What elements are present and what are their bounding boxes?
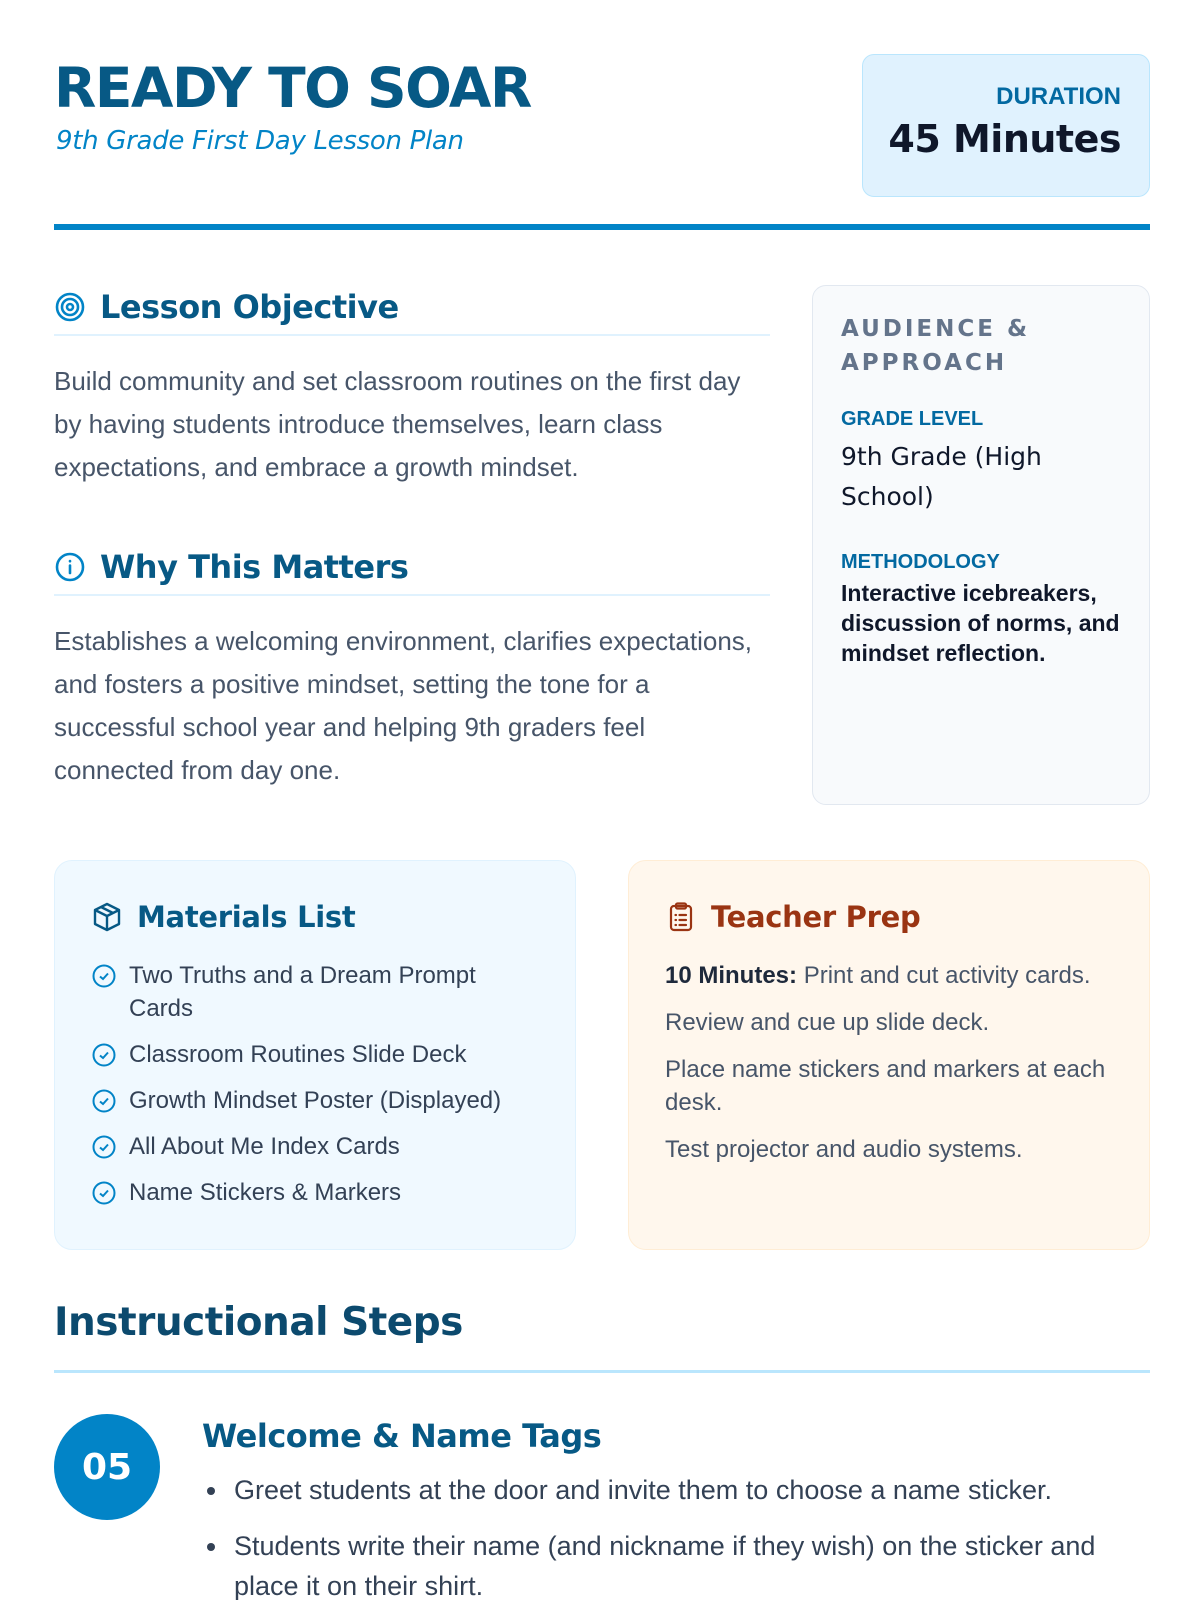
prep-item: Place name stickers and markers at each desk. (665, 1056, 1106, 1116)
list-item (91, 1130, 539, 1163)
step-bullet: Greet students at the door and invite them to choose a name sticker. (202, 1470, 1150, 1510)
package-icon (91, 901, 123, 933)
list-item (91, 1084, 539, 1117)
duration-label: DURATION (996, 83, 1121, 110)
prep-item-text: Print and cut activity cards. (803, 962, 1091, 989)
header-divider (54, 224, 1150, 230)
grade-level-label: GRADE LEVEL (841, 408, 984, 430)
objective-text: Build community and set classroom routines on the first day by having students introduce themselves, learn class expectations, and embrace a growth mindset. (54, 366, 741, 482)
check-circle-icon (91, 963, 117, 989)
section-title: Why This Matters (100, 548, 409, 586)
audience-approach-panel (812, 285, 1150, 805)
material-label: Name Stickers & Markers (129, 1179, 402, 1206)
prep-item: Test projector and audio systems. (665, 1136, 1023, 1163)
info-icon (54, 551, 86, 583)
material-label: All About Me Index Cards (129, 1133, 400, 1160)
card-header (91, 897, 539, 937)
steps-divider (54, 1370, 1150, 1373)
list-item (91, 1176, 539, 1209)
material-label: Classroom Routines Slide Deck (129, 1041, 467, 1068)
material-label: Two Truths and a Dream Prompt Cards (129, 962, 476, 1022)
step-content (202, 1414, 1150, 1600)
check-circle-icon (91, 1134, 117, 1160)
step-title: Welcome & Name Tags (202, 1417, 602, 1455)
card-title: Teacher Prep (711, 900, 921, 934)
instructional-steps-title: Instructional Steps (54, 1300, 463, 1345)
why-matters-section (54, 540, 770, 792)
page-title: READY TO SOAR (54, 56, 531, 120)
duration-value: 45 Minutes (888, 117, 1121, 161)
step-bullet: Students write their name (and nickname if they wish) on the sticker and place it on their shirt. (202, 1526, 1150, 1600)
why-matters-text: Establishes a welcoming environment, clarifies expectations, and fosters a positive mindset, setting the tone for a successful school year and helping 9th graders feel connected from day one. (54, 626, 753, 785)
check-circle-icon (91, 1088, 117, 1114)
page-subtitle: 9th Grade First Day Lesson Plan (56, 126, 464, 156)
card-title: Materials List (137, 900, 356, 934)
grade-level-value: 9th Grade (High School) (841, 442, 1042, 511)
step-number-badge: 05 (54, 1414, 160, 1520)
prep-item (665, 959, 1113, 992)
material-label: Growth Mindset Poster (Displayed) (129, 1087, 502, 1114)
lesson-objective-section (54, 280, 770, 489)
target-icon (54, 291, 86, 323)
panel-title: AUDIENCE & APPROACH (841, 316, 1031, 376)
step-bullets (202, 1470, 1150, 1600)
methodology-value: Interactive icebreakers, discussion of norms, and mindset reflection. (841, 580, 1120, 666)
card-header (665, 897, 1113, 937)
list-item (91, 959, 539, 1025)
clipboard-list-icon (665, 901, 697, 933)
methodology-label: METHODOLOGY (841, 551, 1000, 573)
page-header (54, 54, 1150, 230)
duration-badge (862, 54, 1150, 197)
prep-time-label: 10 Minutes: (665, 962, 798, 989)
teacher-prep-card (628, 860, 1150, 1250)
materials-card (54, 860, 576, 1250)
check-circle-icon (91, 1042, 117, 1068)
section-title: Lesson Objective (100, 288, 399, 326)
section-header (54, 280, 770, 336)
list-item (91, 1038, 539, 1071)
section-header (54, 540, 770, 596)
check-circle-icon (91, 1180, 117, 1206)
prep-item: Review and cue up slide deck. (665, 1009, 990, 1036)
